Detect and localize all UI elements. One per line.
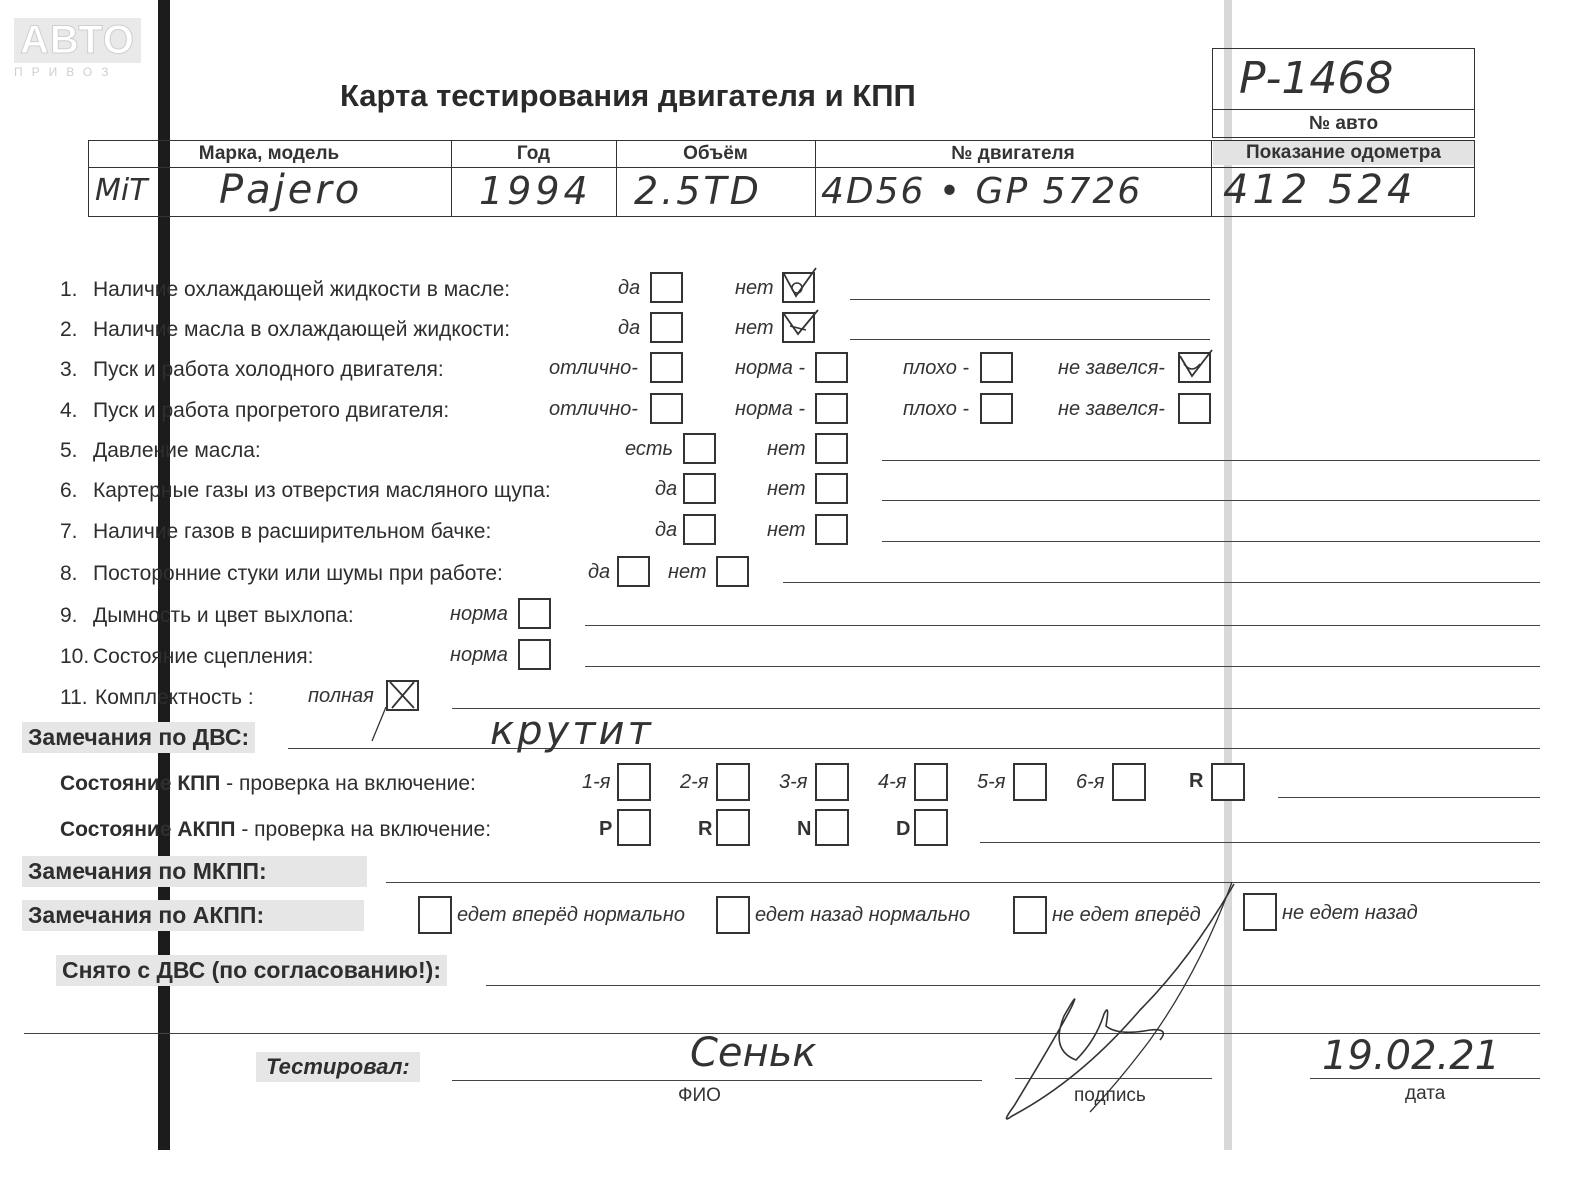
checkbox-gear-1[interactable] [617,763,651,801]
logo-sub: ПРИВОЗ [14,65,118,79]
option-label: едет назад нормально [755,904,971,926]
gear-label: 1-я [582,771,611,793]
header-brand: Марка, модель [198,143,340,164]
checkbox-gear-5[interactable] [1013,763,1047,801]
item-number: 7. [60,520,78,543]
checkbox-normal[interactable] [815,393,848,424]
checkbox-yes[interactable] [650,312,683,343]
akpp-notes-line [980,842,1540,843]
item-number: 11. [60,686,88,709]
remarks-engine-label: Замечания по ДВС: [22,722,255,753]
value-brand: MiT [95,173,148,208]
checkbox-yes[interactable] [683,433,716,464]
item-number: 10. [60,645,90,668]
checkbox-no-checked[interactable] [782,312,815,343]
gear-label: N [797,818,812,840]
checkbox-no[interactable] [815,433,848,464]
item-label: Наличие охлаждающей жидкости в масле: [93,278,511,301]
option-label: нет [735,277,774,299]
header-year: Год [516,143,551,164]
checkbox-gear-6[interactable] [1112,763,1146,801]
value-year: 1994 [479,169,592,213]
item-label: Пуск и работа прогретого двигателя: [93,399,450,422]
notes-line [882,460,1540,461]
option-label: норма - [735,357,806,379]
option-label: не завелся- [1058,357,1165,379]
date-label: дата [1405,1083,1446,1104]
gear-label: 4-я [878,771,907,793]
logo [14,18,141,79]
fio-line [452,1080,982,1081]
option-label: отлично- [549,398,638,420]
option-label: не едет назад [1282,902,1418,924]
check-mark-icon [780,268,813,299]
checkbox-yes[interactable] [617,556,650,587]
gear-label: R [1189,770,1204,792]
gear-label: 5-я [977,771,1006,793]
auto-number-box [1212,48,1475,138]
checkbox-yes[interactable] [650,272,683,303]
item-number: 2. [60,318,78,341]
value-engine: 4D56 • GP 5726 [821,171,1143,212]
fio-label: ФИО [678,1085,721,1106]
kpp-label [60,772,476,796]
value-volume: 2.5TD [634,169,762,213]
checkbox-normal[interactable] [518,639,551,670]
checkbox-gear-r[interactable] [1211,763,1245,801]
checkbox-yes[interactable] [683,473,716,504]
item-number: 5. [60,439,78,462]
item-number: 8. [60,562,78,585]
auto-number-value: Р-1468 [1239,53,1394,104]
option-label: плохо - [903,398,970,420]
checkbox-no[interactable] [815,473,848,504]
item-label: Дымность и цвет выхлопа: [93,604,354,627]
option-label: да [618,317,641,339]
option-label: нет [767,519,806,541]
checkbox-forward-ok[interactable] [418,896,452,934]
kpp-label-bold: Состояние КПП [60,772,221,795]
notes-line [850,339,1210,340]
kpp-notes-line [1278,797,1540,798]
checkbox-not-started-checked[interactable] [1178,352,1211,383]
checkbox-gear-2[interactable] [716,763,750,801]
option-label: нет [735,317,774,339]
checkbox-excellent[interactable] [650,393,683,424]
notes-line [585,625,1540,626]
notes-line [882,541,1540,542]
checkbox-no-checked[interactable] [782,272,815,303]
value-odometer: 412 524 [1223,167,1417,213]
option-label: плохо - [903,357,970,379]
remarks-engine-line [288,748,1540,749]
gear-label: R [698,818,713,840]
option-label: нет [767,438,806,460]
option-label: да [618,277,641,299]
checkbox-bad[interactable] [980,393,1013,424]
item-label: Пуск и работа холодного двигателя: [93,358,444,381]
option-label: полная [308,685,374,707]
item-number: 6. [60,479,78,502]
checkbox-backward-ok[interactable] [716,896,750,934]
option-label: не завелся- [1058,398,1165,420]
remarks-engine-value[interactable]: крутит [490,708,654,754]
item-label: Комплектность : [95,686,254,709]
option-label: да [655,519,678,541]
item-label: Давление масла: [93,439,261,462]
vehicle-table [88,140,1475,217]
kpp-label-rest: - проверка на включение: [220,772,476,795]
option-label: да [588,561,611,583]
option-label: отлично- [549,357,638,379]
checkbox-gear-n[interactable] [815,809,849,846]
gear-label: 6-я [1076,771,1105,793]
sign-label: подпись [1074,1085,1146,1106]
date-value[interactable]: 19.02.21 [1322,1033,1501,1079]
checkbox-bad[interactable] [980,352,1013,383]
auto-number-label: № авто [1308,113,1379,134]
option-label: нет [668,561,707,583]
checkbox-yes[interactable] [683,514,716,545]
option-label: нет [767,478,806,500]
item-label: Наличие газов в расширительном бачке: [93,520,492,543]
option-label: есть [625,438,674,460]
checkbox-gear-4[interactable] [914,763,948,801]
header-volume: Объём [683,143,748,164]
header-engine: № двигателя [951,143,1075,164]
item-number: 9. [60,604,78,627]
notes-line [850,299,1210,300]
removed-label: Снято с ДВС (по согласованию!): [56,955,447,986]
option-label: норма - [735,398,806,420]
checkbox-no[interactable] [716,556,749,587]
page-title: Карта тестирования двигателя и КПП [340,78,916,113]
checkbox-normal[interactable] [518,598,551,629]
option-label: едет вперёд нормально [457,904,686,926]
option-label: не едет вперёд [1052,904,1201,926]
option-label: норма [450,644,508,666]
notes-line [585,666,1540,667]
gear-label: D [896,818,911,840]
gear-label: 2-я [680,771,709,793]
logo-main: АВТО [14,18,141,63]
checkbox-not-started[interactable] [1178,393,1211,424]
checkbox-gear-p[interactable] [617,809,651,846]
item-label: Состояние сцепления: [93,645,314,668]
remarks-mkpp-line [386,882,1540,883]
option-label: да [655,478,678,500]
checkbox-gear-3[interactable] [815,763,849,801]
akpp-label-bold: Состояние АКПП [60,818,236,841]
checkbox-gear-r[interactable] [716,809,750,846]
header-odometer: Показание одометра [1213,141,1474,165]
gear-label: P [599,818,613,840]
value-model: Pajero [219,167,363,213]
pen-stroke [368,705,408,745]
item-number: 4. [60,399,78,422]
check-mark-icon [1178,350,1211,381]
remarks-mkpp-label: Замечания по МКПП: [22,856,367,887]
item-label: Картерные газы из отверстия масляного щупа: [93,479,551,502]
notes-line [783,582,1540,583]
option-label: норма [450,603,508,625]
fio-value[interactable]: Сеньк [690,1030,817,1076]
tested-label: Тестировал: [256,1052,420,1082]
checkbox-normal[interactable] [815,352,848,383]
remarks-akpp-label: Замечания по АКПП: [22,900,364,931]
item-number: 3. [60,358,78,381]
check-mark-icon [780,308,813,339]
checkbox-gear-d[interactable] [914,809,948,846]
notes-line [882,500,1540,501]
item-number: 1. [60,278,78,301]
gear-label: 3-я [779,771,808,793]
checkbox-no[interactable] [815,514,848,545]
akpp-label-rest: - проверка на включение: [235,818,492,841]
akpp-label [60,818,491,842]
item-label: Наличие масла в охлаждающей жидкости: [93,318,511,341]
item-label: Посторонние стуки или шумы при работе: [93,562,503,585]
checkbox-excellent[interactable] [650,352,683,383]
signature-drawing [1000,880,1260,1140]
